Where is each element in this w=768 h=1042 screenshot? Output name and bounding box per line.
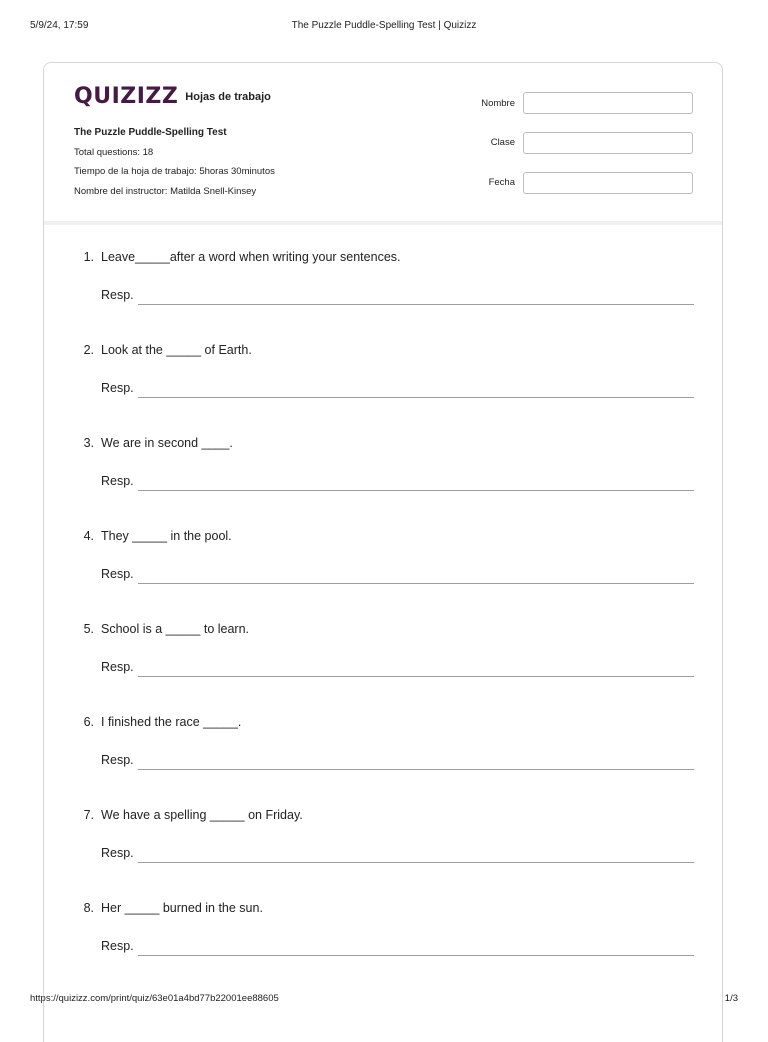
date-field-label: Fecha bbox=[488, 177, 515, 188]
print-datetime: 5/9/24, 17:59 bbox=[30, 20, 89, 31]
question-number: 2. bbox=[83, 343, 94, 357]
class-field[interactable] bbox=[523, 132, 693, 154]
name-field-label: Nombre bbox=[481, 98, 515, 109]
answer-label: Resp. bbox=[101, 753, 134, 767]
answer-line[interactable] bbox=[138, 583, 694, 584]
total-questions: Total questions: 18 bbox=[74, 147, 154, 158]
question-item bbox=[74, 250, 694, 320]
instructor-name: Nombre del instructor: Matilda Snell-Kinsey bbox=[74, 186, 257, 197]
question-text: Look at the _____ of Earth. bbox=[101, 343, 252, 357]
worksheet-header bbox=[44, 63, 722, 224]
answer-label: Resp. bbox=[101, 567, 134, 581]
question-text: We are in second ____. bbox=[101, 436, 233, 450]
question-number: 5. bbox=[83, 622, 94, 636]
question-number: 8. bbox=[83, 901, 94, 915]
question-item bbox=[74, 529, 694, 599]
answer-label: Resp. bbox=[101, 474, 134, 488]
question-item bbox=[74, 622, 694, 692]
date-field[interactable] bbox=[523, 172, 693, 194]
answer-line[interactable] bbox=[138, 769, 694, 770]
question-number: 4. bbox=[83, 529, 94, 543]
answer-line[interactable] bbox=[138, 397, 694, 398]
answer-label: Resp. bbox=[101, 939, 134, 953]
worksheet-time: Tiempo de la hoja de trabajo: 5horas 30minutos bbox=[74, 166, 275, 177]
question-item bbox=[74, 436, 694, 506]
question-item bbox=[74, 343, 694, 413]
print-page-title: The Puzzle Puddle-Spelling Test | Quizizz bbox=[291, 20, 477, 31]
question-number: 1. bbox=[83, 250, 94, 264]
question-number: 6. bbox=[83, 715, 94, 729]
question-text: I finished the race _____. bbox=[101, 715, 242, 729]
question-text: Leave_____after a word when writing your sentences. bbox=[101, 250, 401, 264]
class-field-label: Clase bbox=[490, 137, 515, 148]
question-item bbox=[74, 901, 694, 971]
name-field[interactable] bbox=[523, 92, 693, 114]
question-text: They _____ in the pool. bbox=[101, 529, 232, 543]
worksheet-type-label: Hojas de trabajo bbox=[185, 91, 271, 103]
brand bbox=[74, 85, 271, 109]
quizizz-logo: QUIZIZZ bbox=[74, 84, 179, 109]
header-divider bbox=[44, 221, 722, 225]
answer-label: Resp. bbox=[101, 381, 134, 395]
page-url: https://quizizz.com/print/quiz/63e01a4bd77b22001ee88605 bbox=[30, 993, 279, 1004]
question-item bbox=[74, 715, 694, 785]
question-text: School is a _____ to learn. bbox=[101, 622, 250, 636]
answer-label: Resp. bbox=[101, 660, 134, 674]
question-text: We have a spelling _____ on Friday. bbox=[101, 808, 303, 822]
answer-line[interactable] bbox=[138, 955, 694, 956]
worksheet-card bbox=[43, 62, 723, 1042]
question-number: 7. bbox=[83, 808, 94, 822]
question-number: 3. bbox=[83, 436, 94, 450]
answer-line[interactable] bbox=[138, 676, 694, 677]
quiz-title: The Puzzle Puddle-Spelling Test bbox=[74, 127, 227, 138]
print-header bbox=[0, 20, 768, 34]
question-text: Her _____ burned in the sun. bbox=[101, 901, 263, 915]
answer-line[interactable] bbox=[138, 490, 694, 491]
answer-label: Resp. bbox=[101, 846, 134, 860]
answer-line[interactable] bbox=[138, 862, 694, 863]
question-item bbox=[74, 808, 694, 878]
answer-line[interactable] bbox=[138, 304, 694, 305]
page-number: 1/3 bbox=[724, 993, 738, 1004]
answer-label: Resp. bbox=[101, 288, 134, 302]
